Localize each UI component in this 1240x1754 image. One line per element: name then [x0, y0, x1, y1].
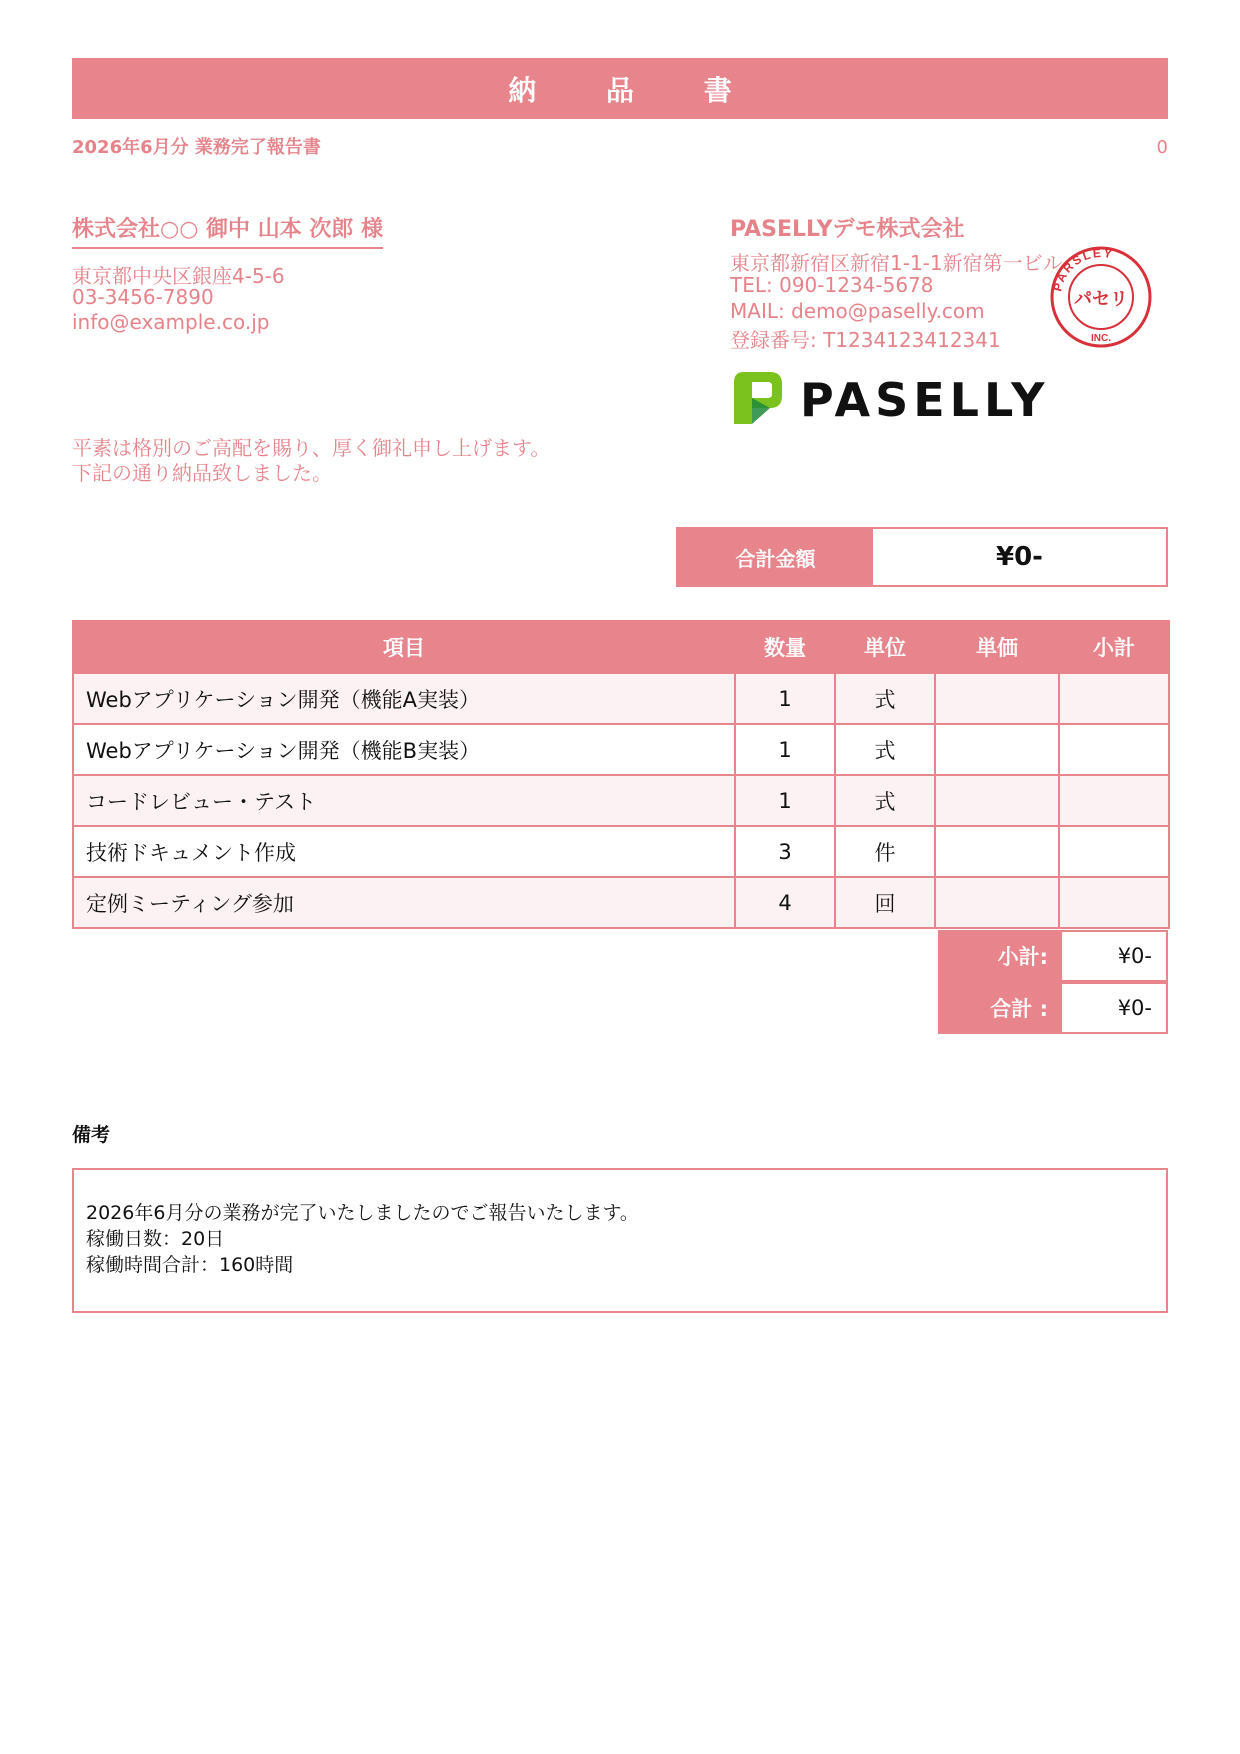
- remarks-line-2: 稼働日数：20日: [86, 1228, 225, 1250]
- greeting-line-1: 平素は格別のご高配を賜り、厚く御礼申し上げます。: [72, 436, 551, 460]
- company-seal-stamp: [1049, 245, 1153, 349]
- item-unit-price: [935, 673, 1059, 724]
- item-unit: 式: [835, 724, 935, 775]
- item-quantity: 3: [735, 826, 835, 877]
- document-title: 納 品 書: [72, 58, 1168, 119]
- item-name: Webアプリケーション開発（機能B実装）: [73, 724, 735, 775]
- item-unit: 回: [835, 877, 935, 928]
- client-name: 株式会社○○ 御中 山本 次郎 様: [72, 212, 383, 249]
- document-number: 0: [1156, 137, 1168, 158]
- greeting-line-2: 下記の通り納品致しました。: [72, 461, 332, 485]
- item-quantity: 4: [735, 877, 835, 928]
- item-unit: 式: [835, 775, 935, 826]
- item-unit: 件: [835, 826, 935, 877]
- table-row: [73, 724, 1169, 775]
- table-header-row: [73, 621, 1169, 673]
- grand-total-value: ¥0-: [1062, 982, 1168, 1034]
- svg-text:PASELLY: PASELLY: [800, 373, 1050, 427]
- item-name: 技術ドキュメント作成: [73, 826, 735, 877]
- item-subtotal: [1059, 724, 1169, 775]
- company-mail: MAIL: demo@paselly.com: [730, 299, 985, 323]
- company-address: 東京都新宿区新宿1-1-1新宿第一ビル: [730, 251, 1063, 275]
- item-quantity: 1: [735, 724, 835, 775]
- company-tel: TEL: 090-1234-5678: [730, 273, 934, 297]
- table-row: [73, 775, 1169, 826]
- item-subtotal: [1059, 826, 1169, 877]
- header-unit-price: 単価: [935, 621, 1059, 673]
- subtotal-label: 小計:: [938, 930, 1062, 982]
- header-item: 項目: [73, 621, 735, 673]
- total-amount-value: ¥0-: [996, 542, 1043, 572]
- item-unit: 式: [835, 673, 935, 724]
- svg-text:PARSLEY: PARSLEY: [1050, 245, 1115, 293]
- grand-total-label: 合計 :: [938, 982, 1062, 1034]
- client-phone: 03-3456-7890: [72, 285, 214, 309]
- item-unit-price: [935, 775, 1059, 826]
- item-name: コードレビュー・テスト: [73, 775, 735, 826]
- subtotal-value: ¥0-: [1062, 930, 1168, 982]
- document-subtitle: 2026年6月分 業務完了報告書: [72, 137, 321, 158]
- table-row: [73, 673, 1169, 724]
- paselly-logo-icon: [730, 368, 1060, 428]
- header-subtotal: 小計: [1059, 621, 1169, 673]
- client-address: 東京都中央区銀座4-5-6: [72, 264, 285, 288]
- item-quantity: 1: [735, 775, 835, 826]
- grand-total-row: [938, 982, 1168, 1034]
- total-amount-box: [676, 527, 1168, 587]
- header-unit: 単位: [835, 621, 935, 673]
- item-unit-price: [935, 724, 1059, 775]
- item-unit-price: [935, 877, 1059, 928]
- remarks-box: [72, 1168, 1168, 1313]
- item-subtotal: [1059, 775, 1169, 826]
- item-quantity: 1: [735, 673, 835, 724]
- remarks-label: 備考: [72, 1124, 111, 1146]
- company-name: PASELLYデモ株式会社: [730, 217, 965, 242]
- company-registration: 登録番号: T1234123412341: [730, 328, 1001, 352]
- table-row: [73, 826, 1169, 877]
- seal-inner-text: パセリ: [1074, 289, 1128, 310]
- table-row: [73, 877, 1169, 928]
- remarks-line-3: 稼働時間合計：160時間: [86, 1254, 294, 1276]
- items-table: [72, 620, 1170, 929]
- item-name: Webアプリケーション開発（機能A実装）: [73, 673, 735, 724]
- client-email: info@example.co.jp: [72, 310, 270, 334]
- company-logo: [730, 368, 1060, 432]
- item-name: 定例ミーティング参加: [73, 877, 735, 928]
- item-subtotal: [1059, 877, 1169, 928]
- item-subtotal: [1059, 673, 1169, 724]
- seal-inc-text: INC.: [1091, 333, 1111, 344]
- total-amount-label: 合計金額: [678, 529, 873, 585]
- item-unit-price: [935, 826, 1059, 877]
- remarks-line-1: 2026年6月分の業務が完了いたしましたのでご報告いたします。: [86, 1202, 639, 1224]
- subtotal-row: [938, 930, 1168, 982]
- header-quantity: 数量: [735, 621, 835, 673]
